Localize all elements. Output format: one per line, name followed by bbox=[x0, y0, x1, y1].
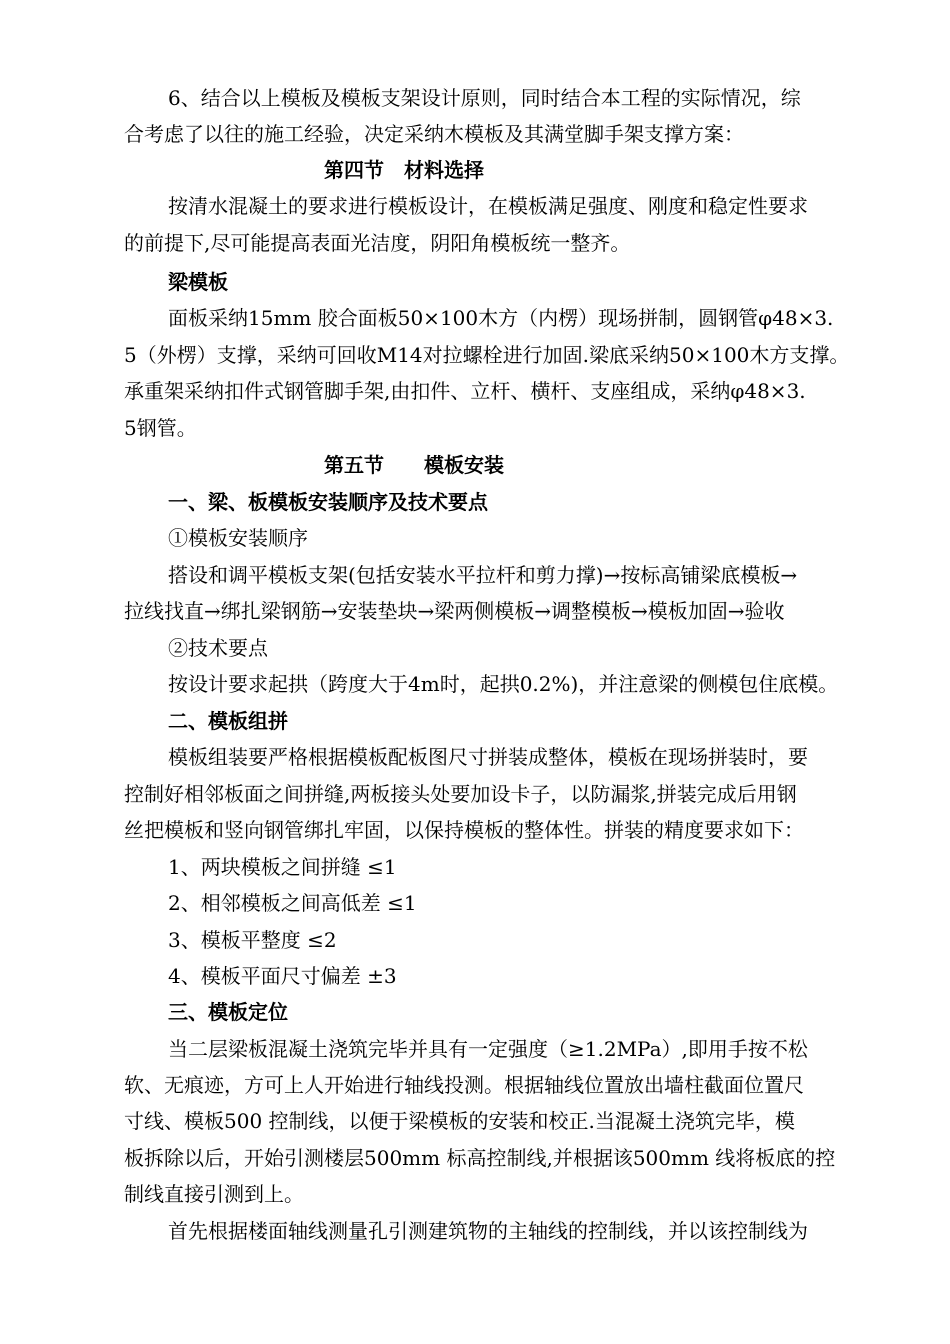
text-line: 5钢管。 bbox=[124, 416, 197, 440]
text-line: 3、模板平整度 ≤2 bbox=[168, 928, 337, 952]
text-line: 合考虑了以往的施工经验，决定采纳木模板及其满堂脚手架支撑方案： bbox=[124, 122, 744, 146]
text-line: 4、模板平面尺寸偏差 ±3 bbox=[168, 964, 397, 988]
text-line: 当二层梁板混凝土浇筑完毕并具有一定强度（≥1.2MPa）,即用手按不松 bbox=[168, 1037, 808, 1061]
section-heading: 第五节 模板安装 bbox=[324, 453, 504, 477]
text-line: ①模板安装顺序 bbox=[168, 526, 308, 550]
text-line: 6、结合以上模板及模板支架设计原则，同时结合本工程的实际情况，综 bbox=[168, 86, 801, 110]
text-line: 模板组装要严格根据模板配板图尺寸拼装成整体，模板在现场拼装时，要 bbox=[168, 745, 808, 769]
text-line: 首先根据楼面轴线测量孔引测建筑物的主轴线的控制线，并以该控制线为 bbox=[168, 1219, 808, 1243]
text-line: 1、两块模板之间拼缝 ≤1 bbox=[168, 855, 397, 879]
text-line: 5（外楞）支撑，采纳可回收M14对拉螺栓进行加固.梁底采纳50×100木方支撑。 bbox=[124, 343, 850, 367]
text-line: 寸线、模板500 控制线，以便于梁模板的安装和校正.当混凝土浇筑完毕，模 bbox=[124, 1109, 795, 1133]
section-heading: 三、模板定位 bbox=[168, 1000, 288, 1024]
text-line: 软、无痕迹，方可上人开始进行轴线投测。根据轴线位置放出墙柱截面位置尺 bbox=[124, 1073, 804, 1097]
text-line: 拉线找直→绑扎梁钢筋→安装垫块→梁两侧模板→调整模板→模板加固→验收 bbox=[124, 599, 785, 623]
text-line: ②技术要点 bbox=[168, 636, 268, 660]
text-line: 搭设和调平模板支架(包括安装水平拉杆和剪力撑)→按标高铺梁底模板→ bbox=[168, 563, 798, 587]
text-line: 按清水混凝土的要求进行模板设计，在模板满足强度、刚度和稳定性要求 bbox=[168, 194, 808, 218]
text-line: 2、相邻模板之间高低差 ≤1 bbox=[168, 891, 417, 915]
text-line: 承重架采纳扣件式钢管脚手架,由扣件、立杆、横杆、支座组成，采纳φ48×3. bbox=[124, 379, 806, 403]
section-heading: 一、梁、板模板安装顺序及技术要点 bbox=[168, 490, 488, 514]
text-line: 制线直接引测到上。 bbox=[124, 1182, 304, 1206]
text-line: 面板采纳15mm 胶合面板50×100木方（内楞）现场拼制，圆钢管φ48×3. bbox=[168, 306, 834, 330]
text-line: 丝把模板和竖向钢管绑扎牢固，以保持模板的整体性。拼装的精度要求如下： bbox=[124, 818, 804, 842]
section-heading: 梁模板 bbox=[168, 270, 228, 294]
text-line: 控制好相邻板面之间拼缝,两板接头处要加设卡子，以防漏浆,拼装完成后用钢 bbox=[124, 782, 797, 806]
text-line: 的前提下,尽可能提高表面光洁度，阴阳角模板统一整齐。 bbox=[124, 231, 631, 255]
section-heading: 第四节 材料选择 bbox=[324, 158, 484, 182]
text-line: 按设计要求起拱（跨度大于4m时，起拱0.2%)，并注意梁的侧模包住底模。 bbox=[168, 672, 839, 696]
section-heading: 二、模板组拼 bbox=[168, 709, 288, 733]
text-line: 板拆除以后，开始引测楼层500mm 标高控制线,并根据该500mm 线将板底的控 bbox=[124, 1146, 836, 1170]
